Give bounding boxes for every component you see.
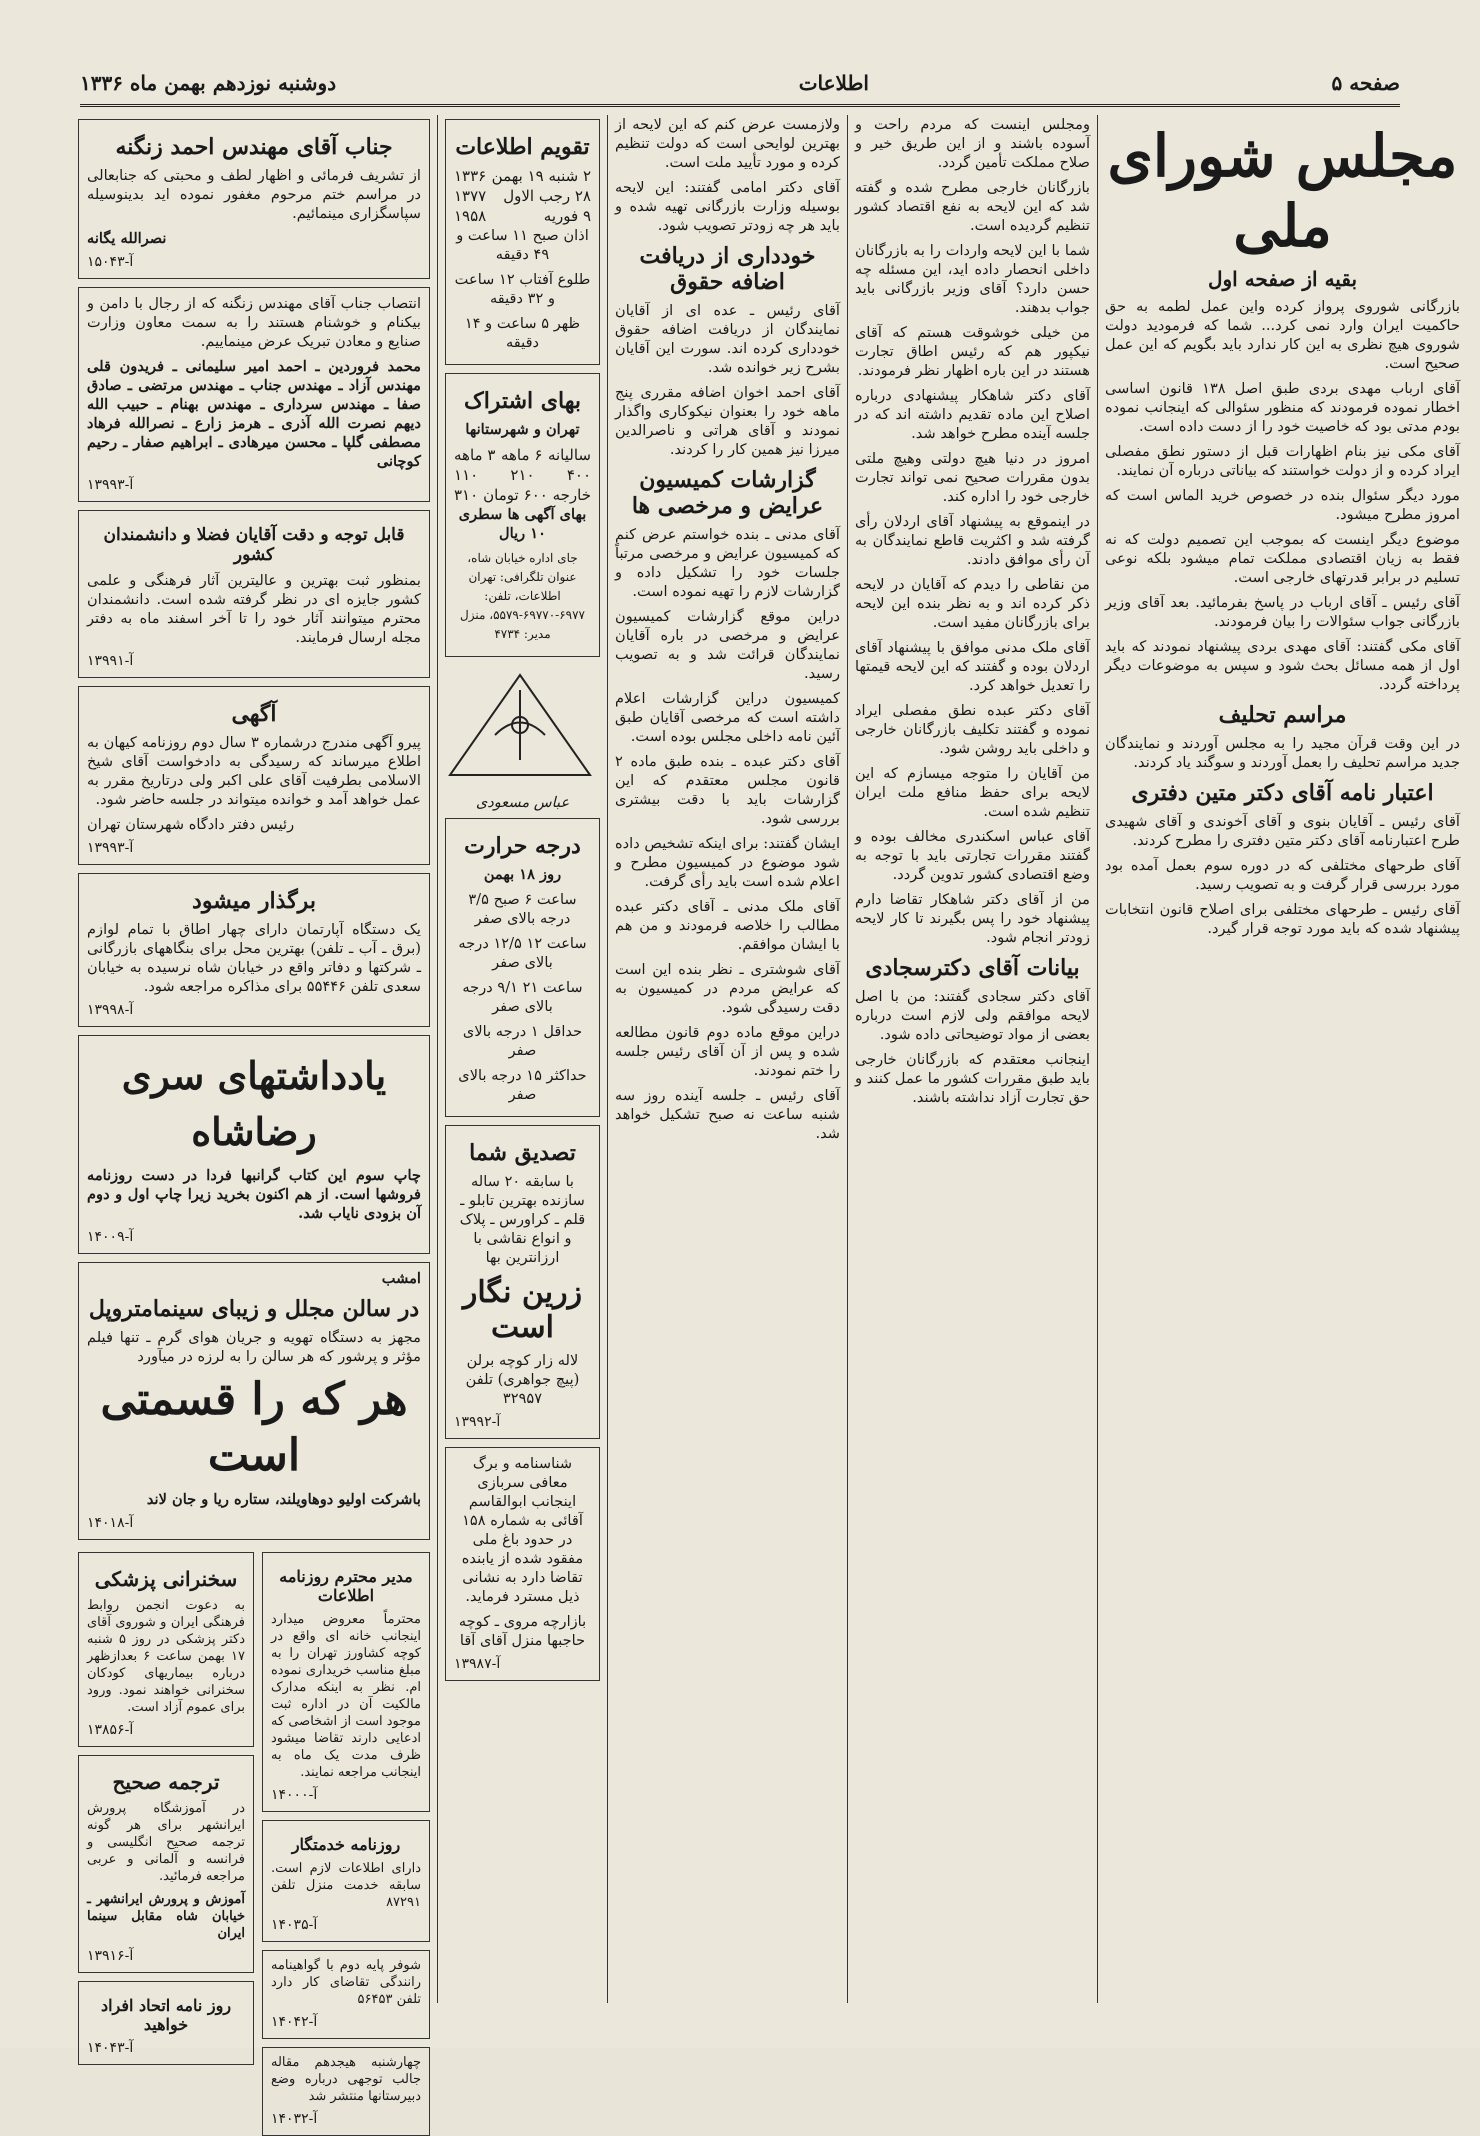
scholars-notice [78, 510, 430, 678]
paragraph: آقای ملک مدنی موافق با پیشنهاد آقای اردلان بوده و گفتند که این لایحه قیمتها را تعدیل خواهد کرد. [855, 639, 1090, 694]
ad-names: محمد فروردین ـ احمد امیر سلیمانی ـ فریدون قلی مهندس آزاد ـ مهندس جناب ـ مهندس مرتضی ـ صادق صفا ـ مهندس سرداری ـ مهندس بهنام ـ حبیب الله دیهم نصرت الله آذری ـ هرمز زارع ـ نصرالله فرهاد مصطفی گلپا ـ محسن میرهادی ـ ابراهیم صفار ـ رحیم کوچانی [87, 358, 421, 470]
paragraph: آقای مدنی ـ بنده خواستم عرض کنم که کمیسیون عرایض و مرخصی مرتباً جلسات خود را تشکیل داده و گزارشات لازم را تهیه نموده است. [615, 526, 840, 600]
paragraph: ولازمست عرض کنم که این لایحه از بهترین لوایحی است که دولت تنظیم کرده و مورد تأیید ملت است. [615, 116, 840, 171]
cell: تومان [483, 486, 519, 504]
paragraph: آقای رئیس ـ آقایان بنوی و آقای آخوندی و آقای شهیدی طرح اعتبارنامه آقای دکتر متین دفتری را مطرح کردند. [1105, 813, 1460, 849]
ad-code: آ-۱۳۹۹۳ [87, 477, 134, 493]
appointment-notice [78, 287, 430, 502]
column-majlis [1105, 115, 1460, 2003]
ahmad-notice [78, 119, 430, 279]
ad-pre: امشب [381, 1270, 421, 1287]
noon-time: ظهر ۵ ساعت و ۱۴ دقیقه [464, 315, 581, 351]
column-rule [607, 115, 608, 2003]
ad-code: آ-۱۳۹۹۳ [87, 840, 134, 856]
ad-code: آ-۱۴۰۳۲ [271, 2111, 318, 2127]
paragraph: آقای رئیس ـ جلسه آینده روز سه شنبه ساعت نه صبح تشکیل خواهد شد. [615, 1087, 840, 1142]
weather-row: حداقل ۱ درجه بالای صفر [462, 1023, 583, 1059]
cell: سالیانه [547, 446, 591, 464]
subscription-box [445, 373, 600, 657]
subscription-row [454, 485, 591, 505]
ad-code: آ-۱۴۰۳۵ [271, 1917, 318, 1933]
ad-code: آ-۱۴۰۴۳ [87, 2040, 134, 2056]
calendar-year: ۱۳۷۷ [454, 187, 487, 205]
translation-notice [78, 1755, 254, 1973]
cell: ۳۱۰ [454, 486, 479, 504]
paragraph: آقای احمد اخوان اضافه مقرری پنج ماهه خود را بعنوان نیکوکاری واگذار نمودند و آقای هراتی و ناصرالدین میرزا نیز همین کار را کردند. [615, 384, 840, 458]
ad-title: قابل توجه و دقت آقایان فضلا و دانشمندان کشور [103, 525, 405, 565]
ad-title: تصدیق شما [469, 1140, 576, 1166]
ad-code: آ-۱۵۰۴۳ [87, 254, 134, 270]
paragraph: من خیلی خوشوقت هستم که آقای نیکپور هم که رئیس اطاق تجارت هستند در این باره اظهار نظر فرمودند. [855, 324, 1090, 379]
ad-text: چهارشنبه هیجدهم مقاله جالب توجهی درباره وضع دبیرستانها منتشر شد [271, 2055, 421, 2104]
ad-title: ترجمه صحیح [112, 1770, 220, 1794]
paragraph: شما با این لایحه واردات را به بازرگانان داخلی انحصار داده اید، این مسئله چه حسن دارد؟ آقای وزیر بازرگانی باید جواب بدهند. [855, 242, 1090, 316]
ad-text: بمنظور ثبت بهترین و عالیترین آثار فرهنگی و علمی کشور جایزه ای در نظر گرفته شده است. دانشمندان محترم میتوانند آثار خود را تا آخر اسفند ماه به دفتر مجله ارسال فرمایند. [87, 572, 421, 646]
cell: ۴۰۰ [566, 466, 591, 484]
section-heading: بیانات آقای دکترسجادی [865, 955, 1080, 981]
majlis-subtitle: بقیه از صفحه اول [1207, 267, 1358, 291]
column-debate [855, 115, 1090, 2003]
section-heading: مراسم تحلیف [1218, 702, 1347, 728]
weather-row: ساعت ۶ صبح ۳/۵ درجه بالای صفر [468, 891, 577, 927]
ad-text: شناسنامه و برگ معافی سربازی اینجانب ابوالقاسم آقائی به شماره ۱۵۸ در حدود باغ ملی مفقود شده از یابنده تقاضا دارد به نشانی ذیل مسترد فرماید. [461, 1455, 584, 1605]
masthead [80, 62, 1400, 107]
calendar-box [445, 119, 600, 365]
ad-text: در آموزشگاه پرورش ایرانشهر برای هر گونه ترجمه صحیح انگلیسی و فرانسه و آلمانی و عربی مراجعه فرمائید. [87, 1801, 245, 1884]
ad-code: آ-۱۴۰۰۰ [271, 1787, 318, 1803]
cell: ۲۱۰ [510, 466, 535, 484]
ad-code: آ-۱۳۹۹۱ [87, 653, 134, 669]
ad-cast: باشرکت اولیو دوهاویلند، ستاره ریا و جان لاند [146, 1491, 421, 1508]
ad-sign: نصرالله یگانه [87, 230, 167, 247]
paragraph: مورد دیگر سئوال بنده در خصوص خرید الماس است که امروز مطرح میشود. [1105, 487, 1460, 523]
court-notice [78, 686, 430, 865]
paragraph: من از آقای دکتر شاهکار تقاضا دارم پیشنهاد خود را پس بگیرند تا کار لایحه زودتر انجام شود. [855, 891, 1090, 946]
paragraph: آقای رئیس ـ عده ای از آقایان نمایندگان از دریافت اضافه حقوق خودداری کرده اند. سورت این آقایان بشرح زیر خوانده شد. [615, 302, 840, 376]
cell: ۱۱۰ [454, 466, 479, 484]
ad-title: روز نامه اتحاد افراد خواهید [100, 1996, 232, 2034]
calendar-year: ۱۳۳۶ [454, 167, 487, 185]
subscription-title: بهای اشتراک [464, 388, 581, 414]
column-ads [78, 115, 430, 2127]
address: جای اداره خیابان شاه، عنوان تلگرافی: تهران اطلاعات، تلفن: ۶۹۷۷-۶۹۷۷۰-۵۵۷۹، منزل مدیر: ۴۷۳۴ [460, 551, 585, 641]
section-heading: اعتبار نامه آقای دکتر متین دفتری [1131, 780, 1434, 806]
ad-headline: یادداشتهای سری رضاشاه [121, 1053, 387, 1154]
subscription-row [454, 465, 591, 485]
calendar-title: تقویم اطلاعات [455, 134, 590, 160]
calendar-year: ۱۹۵۸ [454, 207, 487, 225]
ad-address: لاله زار کوچه برلن (پیچ جواهری) تلفن ۳۲۹۵۷ [465, 1352, 580, 1407]
paragraph: امروز در دنیا هیچ دولتی وهیچ ملتی بدون مقررات صحیح نمی تواند تجارت خارجی خود را اداره کند. [855, 450, 1090, 505]
emblem-signature: عباس مسعودی [475, 794, 570, 811]
ad-address: بازارچه مروی ـ کوچه حاجبها منزل آقای آقا [458, 1613, 587, 1649]
subscription-head [454, 445, 591, 465]
paragraph: آقای دکتر عبده ـ بنده طبق ماده ۲ قانون مجلس معتقدم که این گزارشات باید با دقت بیشتری بررسی شود. [615, 753, 840, 827]
ad-text: پیرو آگهی مندرج درشماره ۳ سال دوم روزنامه کیهان به اطلاع میرساند که رسیدگی به دادخواست آقای شیخ الاسلامی بطرفیت آقای علی اکبر ولی درتاریخ مقرر به عمل خواهد آمد و خوانده میتواند در جلسه حاضر شود. [87, 734, 421, 808]
column-rule [437, 115, 438, 2003]
paragraph: آقای دکتر عبده نطق مفصلی ایراد نموده و گفتند تکلیف بازرگانان خارجی و داخلی باید روشن شود. [855, 702, 1090, 757]
medical-notice [78, 1552, 254, 1747]
column-rule [847, 115, 848, 2003]
column-sessions [615, 115, 840, 2003]
ad-sign: رئیس دفتر دادگاه شهرستان تهران [87, 816, 295, 833]
page-number: صفحه ۵ [1331, 71, 1400, 95]
paragraph: من نقاطی را دیدم که آقایان در لایحه ذکر کرده اند و به نظر بنده این لایحه برای بازرگانان مفید است. [855, 576, 1090, 631]
paragraph: بازرگانی شوروی پرواز کرده واین عمل لطمه به حق حاکمیت ایران وارد نمی کرد... شما که فرمودید دولت شوروی هیچ نظری به این کار ندارد باید بگویم که این عمل صحیح است. [1105, 298, 1460, 372]
ad-code: آ-۱۴۰۴۲ [271, 2014, 318, 2030]
ad-code: آ-۱۳۸۵۶ [87, 1722, 134, 1738]
paragraph: آقای شوشتری ـ نظر بنده این است که عرایض مردم در کمیسیون به دقت رسیدگی شود. [615, 961, 840, 1016]
paragraph: ومجلس اینست که مردم راحت و آسوده باشند و از این طریق خیر و صلاح مملکت تأمین گردد. [855, 116, 1090, 171]
calendar-row [454, 186, 591, 206]
ad-text: با سابقه ۲۰ ساله سازنده بهترین تابلو ـ قلم ـ کراورس ـ پلاک و انواع نقاشی با ارزانترین بها [459, 1173, 586, 1266]
paragraph: آقای دکتر شاهکار پیشنهادی درباره اصلاح این ماده تقدیم داشته اند که در جلسه آینده مطرح خواهد شد. [855, 387, 1090, 442]
bottom-ads-right [262, 1548, 430, 2127]
cinema-ad [78, 1262, 430, 1540]
paragraph: کمیسیون دراین گزارشات اعلام داشته است که مرخصی آقایان طبق آئین نامه داخلی مجلس بوده است. [615, 690, 840, 745]
paragraph: من آقایان را متوجه میسازم که این لایحه برای حفظ منافع ملت ایران تنظیم شده است. [855, 765, 1090, 820]
paragraph: آقای مکی گفتند: آقای مهدی بردی پیشنهاد نمودند که باید اول از همه مسائل بحث شود و سپس به موضوعات دیگر پرداخته گردد. [1105, 638, 1460, 693]
manager-notice [262, 1552, 430, 1812]
subscription-subtitle: تهران و شهرستانها [465, 421, 580, 438]
bottom-ads [78, 1548, 430, 2127]
section-heading: گزارشات کمیسیون عرایض و مرخصی ها [631, 467, 824, 519]
ad-text: به دعوت انجمن روابط فرهنگی ایران و شوروی آقای دکتر پزشکی در روز ۵ شنبه ۱۷ بهمن ساعت ۶ بعدازظهر درباره بیماریهای کودکان سخنرانی خواهند نمود. ورود برای عموم آزاد است. [87, 1598, 246, 1715]
cell: ۶ ماهه [500, 446, 543, 464]
paragraph: آقای رئیس ـ آقای ارباب در پاسخ بفرمائید. بعد آقای وزیر بازرگانی جواب سئوالات را بیان فرمودند. [1105, 594, 1460, 630]
ad-text: انتصاب جناب آقای مهندس زنگنه که از رجال با دامن و بیکنام و خوشنام هستند را به سمت معاون وزارت صنایع و معادن تبریک عرض مینماییم. [87, 295, 421, 350]
ad-headline: زرین نگار است [462, 1275, 583, 1345]
weather-date: روز ۱۸ بهمن [483, 866, 562, 883]
paragraph: آقای ملک مدنی ـ آقای دکتر عبده مطالب را خلاصه فرمودند و من هم با ایشان موافقم. [615, 898, 840, 953]
ad-text: از تشریف فرمائی و اظهار لطف و محبتی که جنابعالی در مراسم ختم مرحوم مغفور نموده اید بدینوسیله سپاسگزاری مینمائیم. [87, 167, 421, 222]
weather-row: ساعت ۱۲ ۱۲/۵ درجه بالای صفر [458, 935, 587, 971]
azan-time: اذان صبح ۱۱ ساعت و ۴۹ دقیقه [456, 227, 589, 263]
ad-sub: آموزش و پرورش ایرانشهر ـ خیابان شاه مقابل سینما ایران [87, 1892, 245, 1941]
ad-text: شوفر پایه دوم با گواهینامه رانندگی تقاضای کار دارد تلفن ۵۶۴۵۳ [271, 1958, 421, 2007]
union-notice [78, 1981, 254, 2065]
paragraph: موضوع دیگر اینست که بموجب این تصمیم دولت که نه فقط به زیان اقتصادی مملکت تمام میشود بلکه نوعی تسلیم در برابر قدرتهای خارجی است. [1105, 531, 1460, 586]
ad-code: آ-۱۴۰۰۹ [87, 1229, 134, 1245]
paragraph: آقای دکتر امامی گفتند: این لایحه بوسیله وزارت بازرگانی تهیه شده و باید هر چه زودتر تصویب شود. [615, 179, 840, 234]
newspaper-notice [262, 2047, 430, 2136]
ad-rate: بهای آگهی ها سطری ۱۰ ریال [458, 506, 587, 542]
ad-code: آ-۱۴۰۱۸ [87, 1515, 134, 1531]
sunrise-time: طلوع آفتاب ۱۲ ساعت و ۳۲ دقیقه [454, 271, 591, 307]
ad-headline: هر که را قسمتی است [100, 1374, 408, 1481]
calendar-row [454, 166, 591, 186]
column-info [445, 115, 600, 2003]
paragraph: ایشان گفتند: برای اینکه تشخیص داده شود موضوع در کمیسیون مطرح و اعلام شده است باید رأی گرفت. [615, 835, 840, 890]
paragraph: دراین موقع گزارشات کمیسیون عرایض و مرخصی در باره آقایان نمایندگان قرائت شد و به تصویب رسید. [615, 608, 840, 682]
issue-date: دوشنبه نوزدهم بهمن ماه ۱۳۳۶ [80, 71, 337, 95]
emblem-icon [440, 665, 600, 785]
paragraph: دراین موقع ماده دوم قانون مطالعه شده و پس از آن آقای رئیس جلسه را ختم نمودند. [615, 1024, 840, 1079]
ad-text: مجهز به دستگاه تهویه و جریان هوای گرم ـ تنها فیلم مؤثر و پرشور که هر سالن را به لرزه در میآورد [87, 1329, 421, 1365]
ad-title: سخنرانی پزشکی [94, 1567, 238, 1591]
bottom-ads-left [78, 1548, 254, 2108]
ad-code: آ-۱۳۹۱۶ [87, 1948, 134, 1964]
majlis-title: مجلس شورای ملی [1107, 122, 1458, 260]
section-heading: خودداری از دریافت اضافه حقوق [639, 243, 816, 295]
ad-code: آ-۱۳۹۹۲ [454, 1414, 501, 1430]
lost-document-ad [445, 1447, 600, 1681]
ad-title: در سالن مجلل و زیبای سینمامتروپل [88, 1296, 420, 1322]
paragraph: آقای ارباب مهدی بردی طبق اصل ۱۳۸ قانون اساسی اخطار نموده فرمودند که منظور سئوالی که اینجانب نموده بودم مدتی بود که خاصیت خود را از دست داده است. [1105, 380, 1461, 435]
weather-box [445, 818, 600, 1117]
ad-title: روزنامه خدمتگار [291, 1835, 401, 1854]
ad-code: آ-۱۳۹۸۷ [454, 1656, 501, 1672]
weather-title: درجه حرارت [464, 833, 581, 859]
zarrin-ad [445, 1125, 600, 1439]
paragraph: آقای مکی نیز بنام اظهارات قبل از دستور نطق مفصلی ایراد کرده و از دولت خواستند که بیاناتی درباره آن نمایند. [1105, 443, 1460, 479]
paragraph: آقای طرحهای مختلفی که در دوره سوم بعمل آمده بود مورد بررسی قرار گرفت و به تصویب رسید. [1105, 857, 1460, 893]
weather-row: حداکثر ۱۵ درجه بالای صفر [458, 1067, 587, 1103]
rent-notice [78, 873, 430, 1027]
ad-code: آ-۱۳۹۹۸ [87, 1002, 134, 1018]
paper-name: اطلاعات [798, 71, 869, 95]
weather-row: ساعت ۲۱ ۹/۱ درجه بالای صفر [462, 979, 583, 1015]
ad-title: برگذار میشود [192, 888, 316, 914]
column-rule [1097, 115, 1098, 2003]
paragraph: اینجانب معتقدم که بازرگانان خارجی باید طبق مقررات کشور ما عمل کنند و حق تجارت آزاد نداشته باشند. [855, 1051, 1090, 1106]
driver-notice [262, 1950, 430, 2039]
paragraph: آقای دکتر سجادی گفتند: من با اصل لایحه موافقم ولی لازم است درباره بعضی از مواد توضیحاتی داده شود. [855, 988, 1090, 1043]
servant-notice [262, 1820, 430, 1942]
book-ad [78, 1035, 430, 1254]
ad-text: یک دستگاه آپارتمان دارای چهار اطاق با تمام لوازم (برق ـ آب ـ تلفن) بهترین محل برای بنگاههای بازرگانی ـ شرکتها و دفاتر واقع در خیابان شاه نرسیده به خیابان سعدی تلفن ۵۵۴۴۶ برای مذاکره مراجعه شود. [87, 921, 421, 995]
calendar-label: ۲ شنبه ۱۹ بهمن [491, 167, 591, 185]
paragraph: بازرگانان خارجی مطرح شده و گفته شد که این لایحه به نفع اقتصاد کشور تنظیم گردیده است. [855, 179, 1090, 234]
paragraph: آقای رئیس ـ طرحهای مختلفی برای اصلاح قانون انتخابات پیشنهاد شده که باید مورد توجه قرار گیرد. [1105, 901, 1460, 937]
calendar-label: ۹ فوریه [543, 207, 591, 225]
paragraph: در اینموقع به پیشنهاد آقای اردلان رأی گرفته شد و اکثریت قاطع نمایندگان به آن رأی موافق دادند. [855, 513, 1090, 568]
cell: ۳ ماهه [454, 446, 496, 464]
ad-title: مدیر محترم روزنامه اطلاعات [279, 1567, 413, 1605]
ad-title: جناب آقای مهندس احمد زنگنه [115, 134, 393, 160]
calendar-label: ۲۸ رجب الاول [503, 187, 591, 205]
calendar-row [454, 206, 591, 226]
cell: خارجه ۶۰۰ [523, 486, 591, 504]
ad-text: محترماً معروض میدارد اینجانب خانه ای واقع در کوچه کشاورز تهران را به مبلغ مناسب خریداری نموده ام. نظر به اینکه مدارک مالکیت آن در اداره ثبت موجود است از اشخاصی که ادعایی دارند تقاضا میشود ظرف مدت یک ماه به اینجانب مراجعه نمایند. [271, 1612, 421, 1780]
ad-text: چاپ سوم این کتاب گرانبها فردا در دست روزنامه فروشها است. از هم اکنون بخرید زیرا چاپ اول و دوم آن بزودی نایاب شد. [87, 1167, 421, 1222]
paragraph: در این وقت قرآن مجید را به مجلس آوردند و نمایندگان جدید مراسم تحلیف را بعمل آوردند و سوگند یاد کردند. [1105, 735, 1460, 771]
ad-text: دارای اطلاعات لازم است. سابقه خدمت منزل تلفن ۸۷۲۹۱ [271, 1861, 421, 1910]
ad-title: آگهی [231, 701, 277, 727]
paragraph: آقای عباس اسکندری مخالف بوده و گفتند مقررات تجارتی باید با توجه به وضع اقتصادی کشور تدوین گردد. [855, 828, 1090, 883]
